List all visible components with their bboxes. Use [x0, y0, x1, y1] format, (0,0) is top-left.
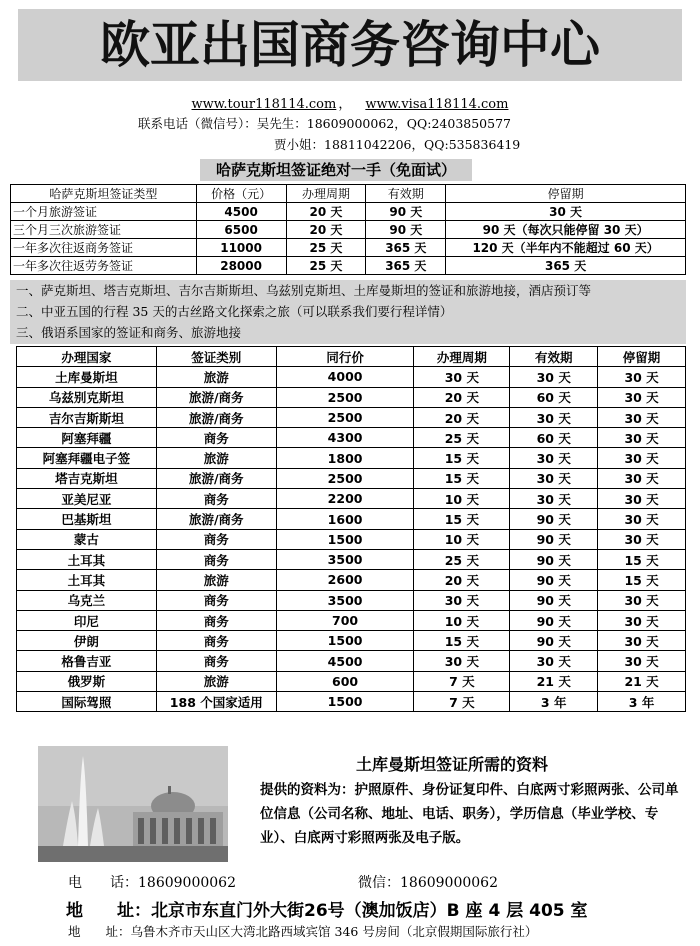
website-link-2[interactable]: www.visa118114.com — [365, 97, 509, 112]
address-label-2: 地 址： — [68, 924, 131, 939]
kz-cell-period: 25 天 — [286, 239, 366, 257]
cell-price: 3500 — [276, 590, 414, 610]
cell-price: 1500 — [276, 692, 414, 712]
kz-cell-period: 25 天 — [286, 257, 366, 275]
cell-visa-type: 旅游 — [156, 570, 276, 590]
cell-country: 阿塞拜疆电子签 — [17, 448, 157, 468]
cell-country: 俄罗斯 — [17, 671, 157, 691]
cell-price: 2600 — [276, 570, 414, 590]
cell-country: 塔吉克斯坦 — [17, 468, 157, 488]
cell-period: 7 天 — [414, 692, 510, 712]
website-link-1[interactable]: www.tour118114.com — [191, 97, 337, 112]
cell-price: 2500 — [276, 468, 414, 488]
cell-period: 15 天 — [414, 509, 510, 529]
kz-cell-type: 一个月旅游签证 — [11, 203, 197, 221]
cell-stay: 30 天 — [598, 428, 686, 448]
cell-visa-type: 旅游/商务 — [156, 387, 276, 407]
table-row — [17, 407, 686, 427]
table-row — [17, 489, 686, 509]
header-stay: 停留期 — [598, 347, 686, 367]
cell-period: 10 天 — [414, 529, 510, 549]
cell-stay: 21 天 — [598, 671, 686, 691]
contact-prefix: 联系电话（微信号）： — [138, 116, 257, 131]
table-row — [17, 671, 686, 691]
title-banner — [18, 9, 682, 81]
cell-validity: 90 天 — [510, 590, 598, 610]
cell-price: 1500 — [276, 631, 414, 651]
phone-number: 18609000062 — [138, 875, 236, 891]
wechat-id: 18609000062 — [400, 875, 498, 891]
cell-validity: 90 天 — [510, 529, 598, 549]
website-separator: ， — [338, 97, 352, 112]
cell-visa-type: 商务 — [156, 590, 276, 610]
cell-period: 20 天 — [414, 387, 510, 407]
cell-stay: 30 天 — [598, 387, 686, 407]
cell-stay: 15 天 — [598, 549, 686, 569]
cell-period: 30 天 — [414, 651, 510, 671]
table-row — [17, 529, 686, 549]
cell-period: 15 天 — [414, 631, 510, 651]
cell-visa-type: 旅游/商务 — [156, 509, 276, 529]
building-photo — [38, 746, 228, 862]
cell-country: 土库曼斯坦 — [17, 367, 157, 387]
cell-visa-type: 旅游 — [156, 671, 276, 691]
cell-stay: 30 天 — [598, 367, 686, 387]
address-label: 地 址： — [66, 901, 151, 921]
address-beijing: 北京市东直门外大街26号（澳加饭店）B 座 4 层 405 室 — [151, 901, 588, 921]
cell-period: 25 天 — [414, 549, 510, 569]
cell-stay: 30 天 — [598, 590, 686, 610]
services-notes — [10, 280, 686, 344]
cell-price: 3500 — [276, 549, 414, 569]
kz-cell-type: 三个月三次旅游签证 — [11, 221, 197, 239]
cell-period: 10 天 — [414, 610, 510, 630]
kz-header-type: 哈萨克斯坦签证类型 — [11, 185, 197, 203]
kz-header-stay: 停留期 — [446, 185, 686, 203]
kz-cell-period: 20 天 — [286, 221, 366, 239]
address-urumqi: 乌鲁木齐市天山区大湾北路西域宾馆 346 号房间（北京假期国际旅行社） — [130, 924, 538, 939]
table-row — [17, 468, 686, 488]
kz-cell-stay: 30 天 — [446, 203, 686, 221]
cell-stay: 30 天 — [598, 468, 686, 488]
cell-validity: 30 天 — [510, 367, 598, 387]
table-row — [17, 631, 686, 651]
website-links — [0, 93, 700, 112]
kz-cell-stay: 120 天（半年内不能超过 60 天） — [446, 239, 686, 257]
kz-cell-validity: 365 天 — [366, 257, 446, 275]
footer-address-beijing — [66, 896, 588, 921]
cell-stay: 30 天 — [598, 529, 686, 549]
cell-stay: 30 天 — [598, 448, 686, 468]
cell-price: 2500 — [276, 387, 414, 407]
header-visa-type: 签证类别 — [156, 347, 276, 367]
table-row — [17, 387, 686, 407]
footer-address-urumqi — [68, 922, 537, 940]
cell-visa-type: 商务 — [156, 631, 276, 651]
phone-label: 电 话： — [68, 875, 138, 891]
cell-price: 4000 — [276, 367, 414, 387]
cell-stay: 30 天 — [598, 489, 686, 509]
table-row — [17, 610, 686, 630]
cell-stay: 15 天 — [598, 570, 686, 590]
cell-validity: 90 天 — [510, 610, 598, 630]
contact-line-1 — [138, 114, 511, 132]
cell-price: 1600 — [276, 509, 414, 529]
visa-table-body — [17, 367, 686, 712]
cell-period: 20 天 — [414, 407, 510, 427]
kz-cell-validity: 90 天 — [366, 203, 446, 221]
table-row — [11, 221, 686, 239]
contact-line-2 — [274, 135, 520, 153]
kazakhstan-header-row — [11, 185, 686, 203]
cell-validity: 21 天 — [510, 671, 598, 691]
visa-price-table — [16, 346, 686, 712]
cell-visa-type: 旅游 — [156, 448, 276, 468]
cell-price: 2200 — [276, 489, 414, 509]
cell-country: 吉尔吉斯斯坦 — [17, 407, 157, 427]
cell-period: 25 天 — [414, 428, 510, 448]
table-row — [17, 367, 686, 387]
cell-visa-type: 商务 — [156, 651, 276, 671]
cell-validity: 90 天 — [510, 509, 598, 529]
cell-period: 30 天 — [414, 367, 510, 387]
table-row — [11, 239, 686, 257]
cell-validity: 60 天 — [510, 428, 598, 448]
cell-country: 格鲁吉亚 — [17, 651, 157, 671]
contact-wu: 吴先生：18609000062，QQ:2403850577 — [256, 116, 511, 131]
header-price: 同行价 — [276, 347, 414, 367]
kz-cell-validity: 365 天 — [366, 239, 446, 257]
cell-country: 阿塞拜疆 — [17, 428, 157, 448]
kz-cell-price: 11000 — [196, 239, 286, 257]
cell-period: 7 天 — [414, 671, 510, 691]
cell-visa-type: 商务 — [156, 549, 276, 569]
table-row — [17, 590, 686, 610]
table-row — [17, 448, 686, 468]
cell-stay: 3 年 — [598, 692, 686, 712]
cell-validity: 30 天 — [510, 448, 598, 468]
kz-header-price: 价格（元） — [196, 185, 286, 203]
wechat-label: 微信： — [358, 875, 400, 891]
photo-illustration — [38, 746, 228, 862]
page-title: 欧亚出国商务咨询中心 — [100, 16, 600, 74]
cell-visa-type: 旅游/商务 — [156, 407, 276, 427]
table-row — [17, 428, 686, 448]
kazakhstan-table — [10, 184, 686, 275]
cell-stay: 30 天 — [598, 651, 686, 671]
cell-price: 600 — [276, 671, 414, 691]
kz-cell-stay: 90 天（每次只能停留 30 天） — [446, 221, 686, 239]
cell-period: 20 天 — [414, 570, 510, 590]
note-item: 三、俄语系国家的签证和商务、旅游地接 — [16, 325, 242, 340]
cell-visa-type: 188 个国家适用 — [156, 692, 276, 712]
cell-validity: 90 天 — [510, 631, 598, 651]
cell-country: 土耳其 — [17, 549, 157, 569]
cell-country: 乌兹别克斯坦 — [17, 387, 157, 407]
cell-price: 4300 — [276, 428, 414, 448]
kz-cell-stay: 365 天 — [446, 257, 686, 275]
cell-period: 10 天 — [414, 489, 510, 509]
cell-visa-type: 商务 — [156, 529, 276, 549]
note-item: 一、萨克斯坦、塔吉克斯坦、吉尔吉斯斯坦、乌兹别克斯坦、土库曼斯坦的签证和旅游地接，酒店预订等 — [16, 283, 592, 298]
cell-price: 1500 — [276, 529, 414, 549]
cell-price: 1800 — [276, 448, 414, 468]
cell-period: 15 天 — [414, 468, 510, 488]
kz-cell-period: 20 天 — [286, 203, 366, 221]
cell-country: 巴基斯坦 — [17, 509, 157, 529]
cell-stay: 30 天 — [598, 509, 686, 529]
cell-country: 国际驾照 — [17, 692, 157, 712]
cell-visa-type: 旅游/商务 — [156, 468, 276, 488]
table-row — [11, 203, 686, 221]
cell-validity: 30 天 — [510, 651, 598, 671]
table-row — [17, 509, 686, 529]
requirements-body: 提供的资料为：护照原件、身份证复印件、白底两寸彩照两张、公司单位信息（公司名称、地址、电话、职务），学历信息（毕业学校、专业）、白底两寸彩照两张及电子版。 — [260, 782, 679, 846]
cell-validity: 90 天 — [510, 549, 598, 569]
table-row — [17, 549, 686, 569]
cell-stay: 30 天 — [598, 407, 686, 427]
cell-validity: 60 天 — [510, 387, 598, 407]
visa-table-header — [17, 347, 686, 367]
note-item: 二、中亚五国的行程 35 天的古丝路文化探索之旅（可以联系我们要行程详情） — [16, 304, 453, 319]
cell-country: 亚美尼亚 — [17, 489, 157, 509]
cell-country: 乌克兰 — [17, 590, 157, 610]
cell-period: 30 天 — [414, 590, 510, 610]
cell-validity: 30 天 — [510, 489, 598, 509]
cell-country: 伊朗 — [17, 631, 157, 651]
table-row — [17, 570, 686, 590]
cell-country: 蒙古 — [17, 529, 157, 549]
footer-phone — [68, 872, 236, 892]
cell-visa-type: 商务 — [156, 610, 276, 630]
cell-validity: 3 年 — [510, 692, 598, 712]
kazakhstan-title: 哈萨克斯坦签证绝对一手（免面试） — [200, 159, 472, 181]
cell-visa-type: 商务 — [156, 489, 276, 509]
table-row — [17, 651, 686, 671]
cell-validity: 30 天 — [510, 468, 598, 488]
kz-cell-price: 4500 — [196, 203, 286, 221]
cell-price: 4500 — [276, 651, 414, 671]
cell-country: 土耳其 — [17, 570, 157, 590]
cell-validity: 30 天 — [510, 407, 598, 427]
header-validity: 有效期 — [510, 347, 598, 367]
cell-visa-type: 商务 — [156, 428, 276, 448]
kz-header-period: 办理周期 — [286, 185, 366, 203]
cell-stay: 30 天 — [598, 631, 686, 651]
header-country: 办理国家 — [17, 347, 157, 367]
contact-jia: 贾小姐：18811042206，QQ:535836419 — [274, 137, 521, 152]
footer-wechat — [358, 872, 498, 892]
kz-cell-type: 一年多次往返劳务签证 — [11, 257, 197, 275]
kz-header-validity: 有效期 — [366, 185, 446, 203]
kz-cell-type: 一年多次往返商务签证 — [11, 239, 197, 257]
header-period: 办理周期 — [414, 347, 510, 367]
kz-cell-price: 28000 — [196, 257, 286, 275]
cell-price: 700 — [276, 610, 414, 630]
cell-period: 15 天 — [414, 448, 510, 468]
cell-visa-type: 旅游 — [156, 367, 276, 387]
cell-country: 印尼 — [17, 610, 157, 630]
table-row — [11, 257, 686, 275]
cell-price: 2500 — [276, 407, 414, 427]
requirements-title: 土库曼斯坦签证所需的资料 — [356, 755, 549, 774]
table-row — [17, 692, 686, 712]
kz-cell-price: 6500 — [196, 221, 286, 239]
cell-stay: 30 天 — [598, 610, 686, 630]
kz-cell-validity: 90 天 — [366, 221, 446, 239]
cell-validity: 90 天 — [510, 570, 598, 590]
